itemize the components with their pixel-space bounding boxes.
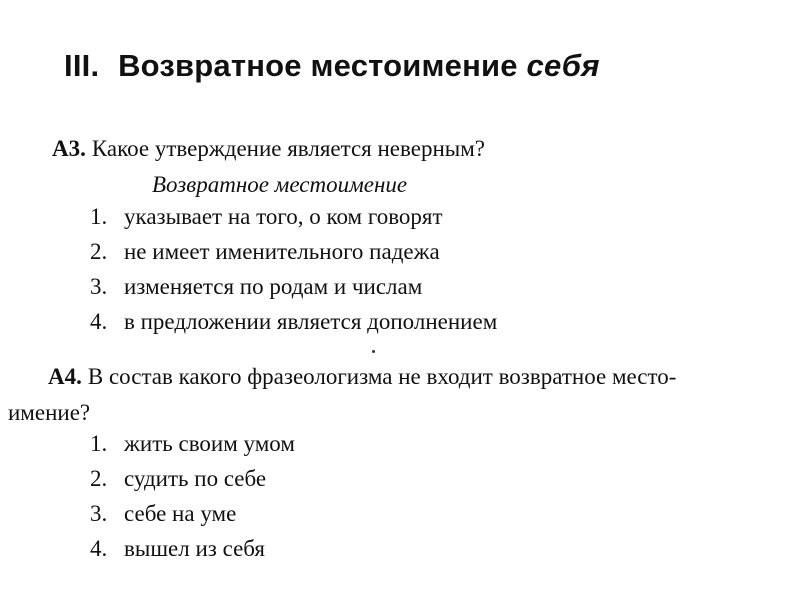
question-a4 xyxy=(48,364,676,390)
option-text: в предложении является дополнением xyxy=(124,309,498,334)
option-item xyxy=(90,199,497,234)
question-text: Какое утверждение является неверным? xyxy=(91,136,485,161)
option-text: не имеет именительного падежа xyxy=(124,239,440,264)
option-item xyxy=(90,426,295,461)
section-title-text: Возвратное местоимение xyxy=(118,48,518,83)
option-number: 2. xyxy=(90,466,108,491)
option-number: 3. xyxy=(90,501,108,526)
option-text: вышел из себя xyxy=(124,536,266,561)
option-text: указывает на того, о ком говорят xyxy=(124,204,443,229)
option-text: себе на уме xyxy=(124,501,237,526)
option-text: изменяется по родам и числам xyxy=(124,274,423,299)
option-text: жить своим умом xyxy=(124,431,295,456)
question-text: В состав какого фразеологизма не входит возвратное место- xyxy=(87,364,677,389)
print-speck xyxy=(372,350,375,353)
option-item xyxy=(90,496,295,531)
option-number: 3. xyxy=(90,274,108,299)
section-title-italic: себя xyxy=(526,48,600,83)
section-title xyxy=(64,48,600,84)
question-continuation: имение? xyxy=(8,400,91,425)
question-number: А3. xyxy=(52,136,86,161)
option-item xyxy=(90,234,497,269)
option-number: 4. xyxy=(90,536,108,561)
option-number: 1. xyxy=(90,204,108,229)
option-item xyxy=(90,304,497,339)
options-list-a3 xyxy=(90,199,497,339)
question-number: А4. xyxy=(48,364,82,389)
option-item xyxy=(90,269,497,304)
option-number: 4. xyxy=(90,309,108,334)
option-text: судить по себе xyxy=(124,466,267,491)
options-list-a4 xyxy=(90,426,295,566)
question-a3 xyxy=(52,136,485,162)
section-number: III. xyxy=(64,48,100,83)
option-number: 2. xyxy=(90,239,108,264)
question-subheading: Возвратное местоимение xyxy=(152,172,408,197)
option-number: 1. xyxy=(90,431,108,456)
option-item xyxy=(90,531,295,566)
option-item xyxy=(90,461,295,496)
